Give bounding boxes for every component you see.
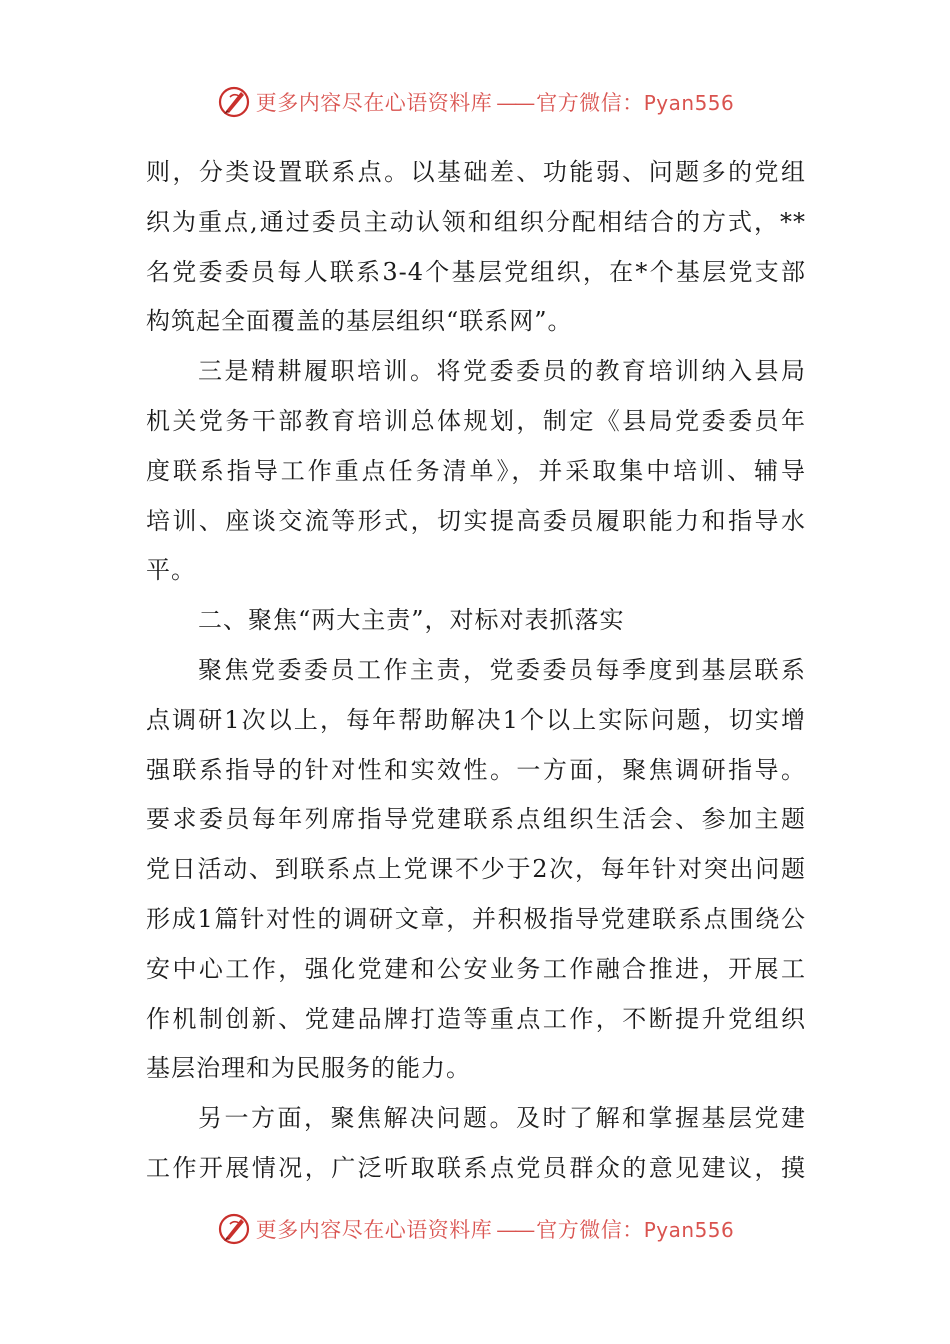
text-line: 要求委员每年列席指导党建联系点组织生活会、参加主题 [146, 805, 806, 834]
pen-logo-icon [216, 84, 252, 120]
paragraph-start: 三是精耕履职培训。将党委委员的教育培训纳入县局 [198, 357, 806, 386]
text-line: 织为重点,通过委员主动认领和组织分配相结合的方式，** [146, 207, 806, 236]
text-line: 平。 [146, 556, 196, 585]
text-line: 强联系指导的针对性和实效性。一方面，聚焦调研指导。 [146, 755, 806, 784]
watermark-footer [0, 1209, 950, 1249]
watermark-header [0, 82, 950, 122]
paragraph-start: 聚焦党委委员工作主责，党委委员每季度到基层联系 [198, 655, 806, 684]
text-line: 构筑起全面覆盖的基层组织“联系网”。 [146, 307, 573, 336]
text-line: 作机制创新、党建品牌打造等重点工作，不断提升党组织 [146, 1004, 806, 1033]
text-line: 名党委委员每人联系3-4个基层党组织，在*个基层党支部 [146, 257, 806, 286]
text-line: 安中心工作，强化党建和公安业务工作融合推进，开展工 [146, 954, 806, 983]
text-line: 机关党务干部教育培训总体规划，制定《县局党委委员年 [146, 406, 806, 435]
watermark-dash: —— [496, 1218, 533, 1242]
watermark-label: 官方微信： [536, 91, 644, 115]
watermark-brand: 更多内容尽在心语资料库 [255, 1218, 493, 1242]
text-line: 基层治理和为民服务的能力。 [146, 1054, 471, 1083]
paragraph-start: 另一方面，聚焦解决问题。及时了解和掌握基层党建 [198, 1104, 806, 1133]
watermark-brand: 更多内容尽在心语资料库 [255, 91, 493, 115]
watermark-account: Pyan556 [643, 1218, 735, 1242]
section-heading: 二、聚焦“两大主责”，对标对表抓落实 [198, 606, 625, 635]
watermark-account: Pyan556 [643, 91, 735, 115]
watermark-text [256, 87, 735, 117]
text-line: 则，分类设置联系点。以基础差、功能弱、问题多的党组 [146, 158, 806, 186]
watermark-dash: —— [496, 91, 533, 115]
text-line: 培训、座谈交流等形式，切实提高委员履职能力和指导水 [146, 506, 806, 535]
text-line: 度联系指导工作重点任务清单》，并采取集中培训、辅导 [146, 456, 806, 485]
document-body [146, 148, 806, 1194]
text-line: 点调研1次以上，每年帮助解决1个以上实际问题，切实增 [146, 705, 806, 734]
watermark-label: 官方微信： [536, 1218, 644, 1242]
text-line: 党日活动、到联系点上党课不少于2次，每年针对突出问题 [146, 855, 806, 884]
pen-logo-icon [216, 1211, 252, 1247]
text-line: 工作开展情况，广泛听取联系点党员群众的意见建议，摸 [146, 1153, 806, 1182]
watermark-text [256, 1214, 735, 1244]
text-line: 形成1篇针对性的调研文章，并积极指导党建联系点围绕公 [146, 904, 806, 933]
